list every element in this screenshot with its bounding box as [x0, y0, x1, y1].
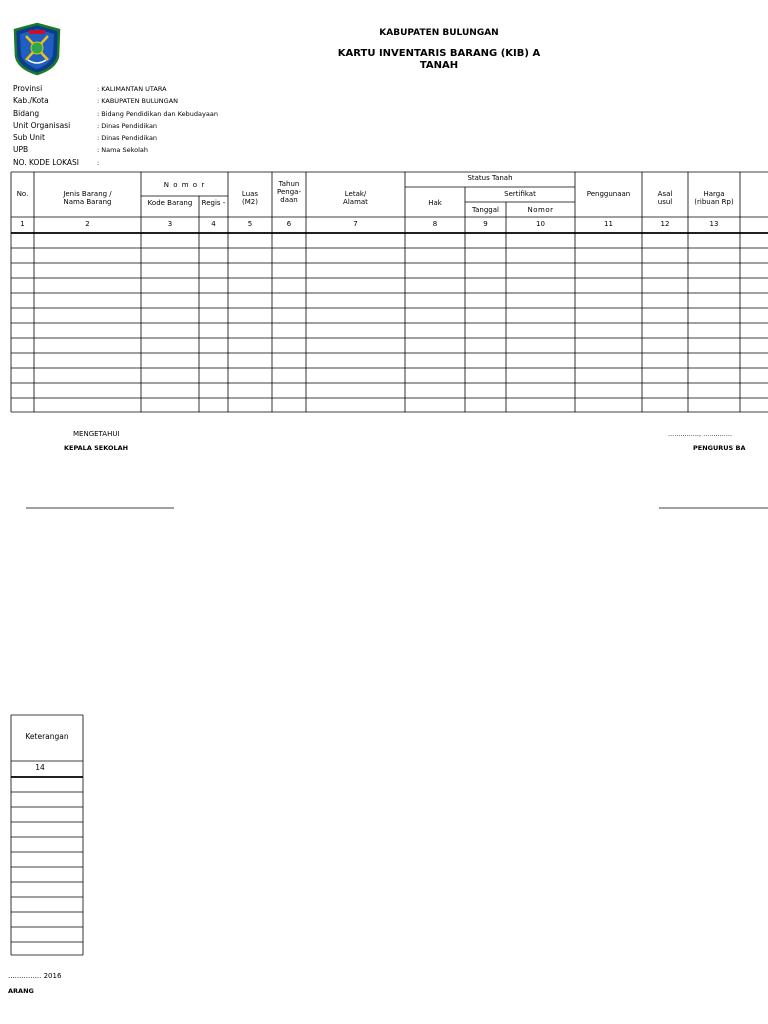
header-luas: [228, 190, 272, 206]
header-kode-barang: Kode Barang: [147, 199, 193, 207]
column-number: 11: [604, 220, 613, 228]
header-tahun-line-2: Penga-: [277, 188, 301, 196]
header-luas-line-1: Luas: [241, 190, 259, 198]
header-nomor: N o m o r: [163, 181, 206, 189]
header-nomor-sertifikat: Nomor: [527, 206, 554, 214]
info-value: : Bidang Pendidikan dan Kebudayaan: [97, 109, 218, 118]
header-status-tanah: Status Tanah: [467, 174, 513, 182]
info-label: Provinsi: [13, 84, 43, 93]
header-jenis-barang: [34, 190, 141, 206]
column-number: 12: [660, 220, 670, 228]
signature-mengetahui: MENGETAHUI: [73, 430, 120, 438]
info-label: Kab./Kota: [13, 96, 49, 106]
info-value: : Nama Sekolah: [97, 146, 149, 155]
info-label: NO. KODE LOKASI: [13, 157, 79, 167]
header-harga-line-2: (ribuan Rp): [694, 198, 734, 206]
column-number: 8: [432, 220, 438, 228]
column-number: 10: [536, 220, 545, 228]
signature-kepala-sekolah: KEPALA SEKOLAH: [64, 444, 129, 452]
subtitle-line-1: KARTU INVENTARIS BARANG (KIB) A: [337, 48, 541, 59]
header-jenis-line-2: Nama Barang: [63, 198, 112, 206]
header-asal-usul: [642, 190, 688, 206]
header-letak-line-1: Letak/: [344, 190, 367, 198]
header-tahun-pengadaan: [272, 180, 306, 204]
signature-pengurus-barang: PENGURUS BA: [693, 444, 746, 452]
header-harga-line-1: Harga: [703, 190, 725, 198]
header-regis: Regis -: [201, 199, 226, 207]
info-value: : KABUPATEN BULUNGAN: [97, 97, 178, 106]
header-harga: [688, 190, 740, 206]
header-asal-line-2: usul: [657, 198, 673, 206]
header-jenis-line-1: Jenis Barang /: [63, 190, 112, 198]
header-tahun-line-1: Tahun: [278, 180, 300, 188]
header-asal-line-1: Asal: [657, 190, 673, 198]
header-tahun-line-3: daan: [280, 196, 298, 204]
column-number: 7: [353, 220, 358, 228]
info-label: UPB: [13, 145, 29, 155]
header-keterangan: Keterangan: [25, 733, 69, 741]
info-label: Unit Organisasi: [13, 120, 71, 130]
header-luas-line-2: (M2): [242, 198, 258, 206]
column-number: 6: [286, 220, 292, 228]
column-number: 3: [167, 220, 173, 228]
info-value: : Dinas Pendidikan: [97, 121, 158, 130]
info-value: : Dinas Pendidikan: [97, 134, 158, 143]
column-number: 1: [20, 220, 25, 228]
column-number: 9: [483, 220, 488, 228]
column-number: 2: [85, 220, 90, 228]
info-value: :: [97, 158, 100, 167]
signature-date-continued: ............... 2016: [8, 972, 62, 980]
info-label: Sub Unit: [13, 133, 45, 143]
column-number: 4: [211, 220, 216, 228]
info-label: Bidang: [13, 108, 40, 118]
header-penggunaan: Penggunaan: [586, 190, 631, 198]
column-number-keterangan: 14: [35, 764, 45, 772]
subtitle-line-2: TANAH: [419, 60, 459, 71]
header-letak-line-2: Alamat: [343, 198, 368, 206]
signature-date: ..............., ..............: [668, 430, 733, 438]
header-hak: Hak: [428, 199, 442, 207]
header-sertifikat: Sertifikat: [504, 190, 536, 198]
column-number: 13: [709, 220, 719, 228]
signature-role-continued: ARANG: [8, 987, 34, 995]
header-no: No.: [16, 190, 29, 198]
column-number: 5: [247, 220, 253, 228]
header-letak-alamat: [306, 190, 405, 206]
header-tanggal: Tanggal: [472, 206, 499, 214]
page-title: KABUPATEN BULUNGAN: [379, 28, 499, 38]
info-value: : KALIMANTAN UTARA: [97, 85, 167, 93]
